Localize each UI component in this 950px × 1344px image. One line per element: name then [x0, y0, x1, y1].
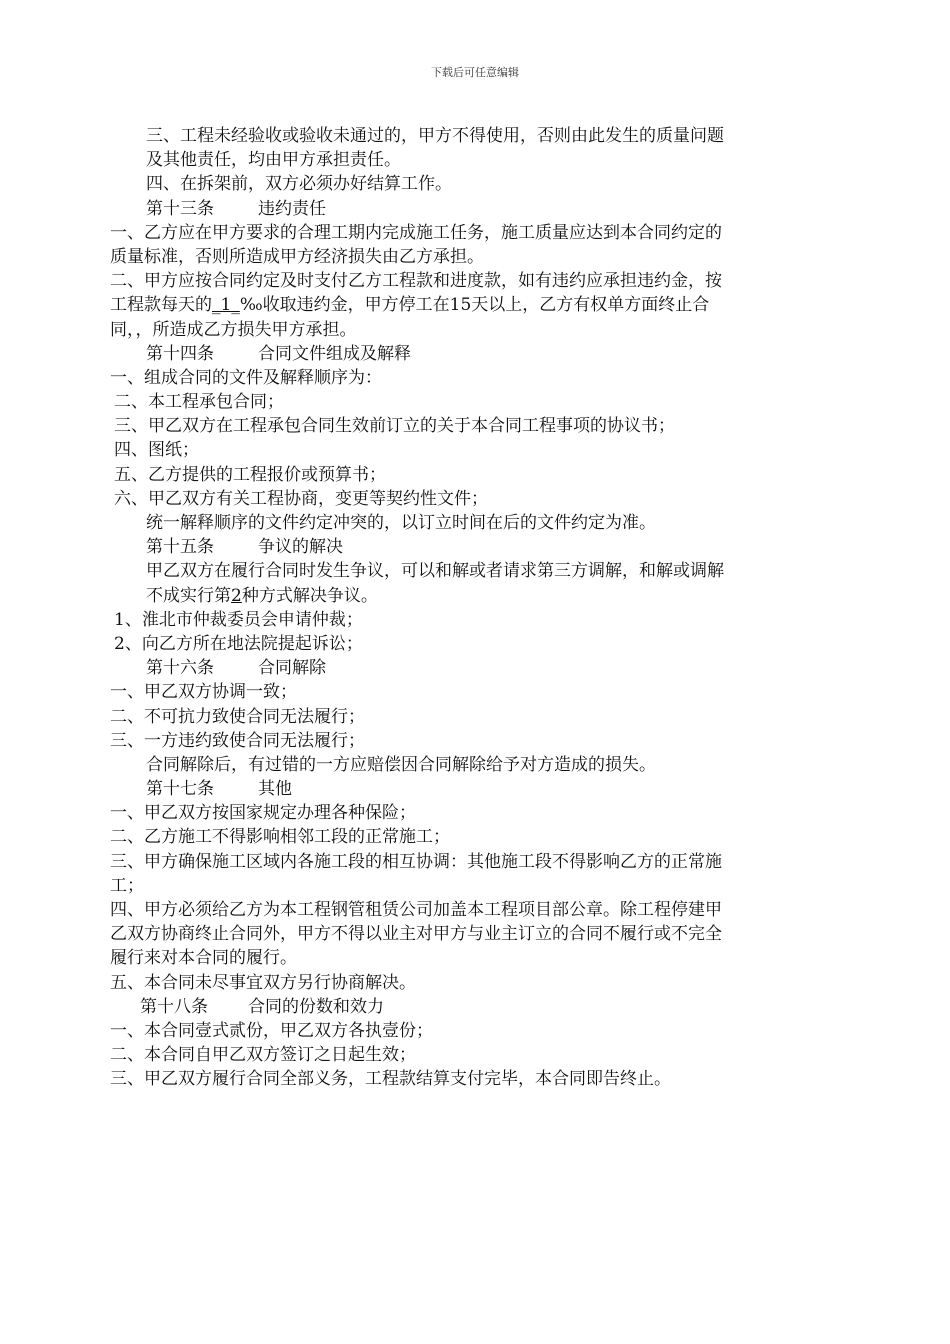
- clause-line: [110, 584, 810, 608]
- clause-line: 质量标准，否则所造成甲方经济损失由乙方承担。: [110, 246, 484, 267]
- clause-line: 及其他责任，均由甲方承担责任。: [146, 150, 401, 171]
- clause-line: 同，，所造成乙方损失甲方承担。: [110, 319, 357, 340]
- article-number: 第十四条: [146, 343, 214, 364]
- article-heading-16: [110, 656, 810, 680]
- clause-line: 六、甲乙双方有关工程协商，变更等契约性文件；: [114, 488, 488, 509]
- article-heading-17: [110, 777, 810, 801]
- article-title: 合同的份数和效力: [248, 996, 384, 1017]
- article-title: 违约责任: [258, 198, 326, 219]
- clause-line: 一、乙方应在甲方要求的合理工期内完成施工任务，施工质量应达到本合同约定的: [110, 222, 722, 243]
- clause-line: 一、本合同壹式贰份，甲乙双方各执壹份；: [110, 1020, 433, 1041]
- clause-line: [110, 293, 810, 317]
- clause-line: 二、不可抗力致使合同无法履行；: [110, 706, 365, 727]
- clause-line: 甲乙双方在履行合同时发生争议，可以和解或者请求第三方调解，和解或调解: [146, 561, 724, 582]
- clause-line: 二、本合同自甲乙双方签订之日起生效；: [110, 1045, 416, 1066]
- article-number: 第十七条: [146, 779, 214, 800]
- clause-line: 四、在拆架前，双方必须办好结算工作。: [146, 174, 452, 195]
- text-segment: 不成实行第: [146, 585, 231, 606]
- clause-line: 1、淮北市仲裁委员会申请仲裁；: [114, 609, 363, 630]
- text-segment: ‰收取违约金，甲方停工在15天以上，乙方有权单方面终止合: [239, 295, 710, 316]
- clause-line: 四、甲方必须给乙方为本工程钢管租赁公司加盖本工程项目部公章。除工程停建甲: [110, 900, 722, 920]
- article-title: 争议的解决: [258, 537, 343, 558]
- clause-line: 三、甲乙双方履行合同全部义务，工程款结算支付完毕，本合同即告终止。: [110, 1069, 671, 1090]
- clause-line: 合同解除后，有过错的一方应赔偿因合同解除给予对方造成的损失。: [146, 754, 656, 775]
- article-heading-15: [110, 535, 810, 559]
- clause-line: 乙双方协商终止合同外，甲方不得以业主对甲方与业主订立的合同不履行或不完全: [110, 924, 722, 945]
- article-number: 第十五条: [146, 537, 214, 558]
- clause-line: 二、乙方施工不得影响相邻工段的正常施工；: [110, 827, 450, 848]
- article-title: 合同文件组成及解释: [258, 343, 411, 364]
- text-segment: 种方式解决争议。: [241, 585, 378, 606]
- clause-line: 一、甲乙双方按国家规定办理各种保险；: [110, 803, 416, 824]
- article-heading-14: [110, 342, 810, 366]
- clause-line: 三、工程未经验收或验收未通过的，甲方不得使用，否则由此发生的质量问题: [146, 126, 724, 146]
- clause-line: 三、甲乙双方在工程承包合同生效前订立的关于本合同工程事项的协议书；: [114, 416, 675, 437]
- clause-line: 一、甲乙双方协调一致；: [110, 682, 297, 703]
- clause-line: 二、本工程承包合同；: [114, 392, 284, 413]
- article-number: 第十八条: [140, 996, 208, 1017]
- article-heading-13: [110, 197, 810, 221]
- clause-line: 三、甲方确保施工区域内各施工段的相互协调：其他施工段不得影响乙方的正常施: [110, 851, 722, 872]
- clause-line: 统一解释顺序的文件约定冲突的，以订立时间在后的文件约定为准。: [146, 513, 656, 533]
- article-number: 第十三条: [146, 198, 214, 219]
- clause-line: 四、图纸；: [114, 440, 199, 461]
- page-header: 下载后可任意编辑: [431, 66, 519, 79]
- clause-line: 2、向乙方所在地法院提起诉讼；: [114, 633, 363, 654]
- clause-line: 工；: [110, 875, 144, 896]
- method-number-blank: 2: [231, 585, 242, 606]
- contract-body: [110, 124, 810, 1092]
- clause-line: 二、甲方应按合同约定及时支付乙方工程款和进度款，如有违约应承担违约金，按: [110, 271, 722, 292]
- article-title: 合同解除: [258, 658, 326, 679]
- text-segment: 工程款每天的: [110, 295, 212, 316]
- article-number: 第十六条: [146, 658, 214, 679]
- penalty-rate-blank: _1_: [212, 295, 240, 316]
- clause-line: 三、一方违约致使合同无法履行；: [110, 730, 365, 751]
- clause-line: 履行来对本合同的履行。: [110, 948, 297, 969]
- clause-line: 五、乙方提供的工程报价或预算书；: [114, 464, 386, 485]
- clause-line: 一、组成合同的文件及解释顺序为：: [110, 367, 382, 388]
- article-heading-18: [110, 995, 810, 1019]
- clause-line: 五、本合同未尽事宜双方另行协商解决。: [110, 972, 416, 993]
- article-title: 其他: [258, 779, 292, 800]
